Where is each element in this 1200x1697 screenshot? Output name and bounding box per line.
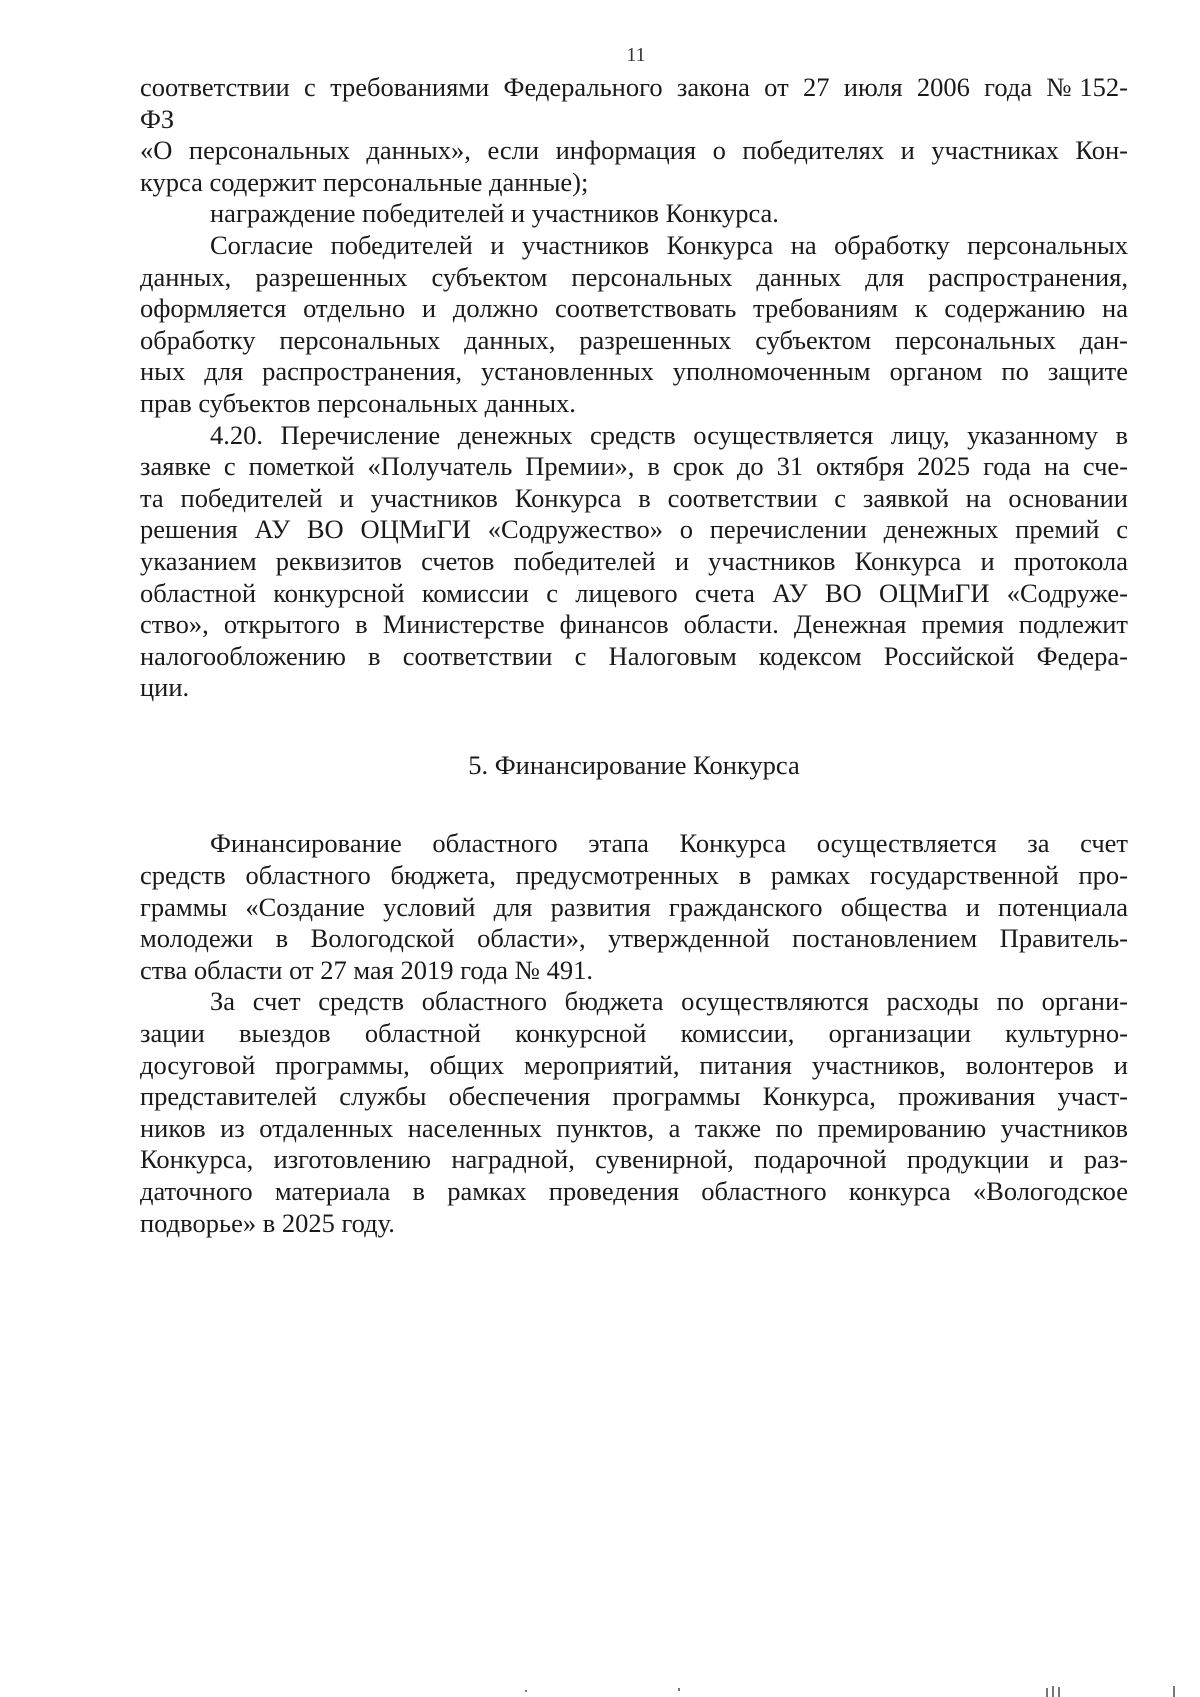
- text-line: представителей службы обеспечения программы Конкурса, проживания участ-: [140, 1081, 1128, 1112]
- text-line: 4.20. Перечисление денежных средств осуществляется лицу, указанному в: [210, 419, 1128, 450]
- text-line: награждение победителей и участников Конкурса.: [210, 198, 779, 229]
- paragraph-financing: [140, 828, 1128, 986]
- text-line: молодежи в Вологодской области», утвержденной постановлением Правитель-: [140, 923, 1128, 954]
- text-line: решения АУ ВО ОЦМиГИ «Содружество» о перечислении денежных премий с: [140, 514, 1128, 545]
- text-line: указанием реквизитов счетов победителей и участников Конкурса и протокола: [140, 545, 1128, 576]
- text-line: данных, разрешенных субъектом персональных данных для распространения,: [140, 261, 1128, 292]
- text-line: средств областного бюджета, предусмотренных в рамках государственной про-: [140, 860, 1128, 891]
- text-line: досуговой программы, общих мероприятий, питания участников, волонтеров и: [140, 1049, 1128, 1080]
- document-body: [140, 72, 1128, 1239]
- text-line: граммы «Создание условий для развития гражданского общества и потенциала: [140, 891, 1128, 922]
- text-line: За счет средств областного бюджета осуществляются расходы по органи-: [210, 986, 1128, 1017]
- text-line: та победителей и участников Конкурса в соответствии с заявкой на основании: [140, 482, 1128, 513]
- text-line: курса содержит персональные данные);: [140, 166, 589, 197]
- text-line: ФЗ: [140, 103, 175, 134]
- text-line: областной конкурсной комиссии с лицевого счета АУ ВО ОЦМиГИ «Содруже-: [140, 577, 1128, 608]
- paragraph-law-reference: [140, 135, 1128, 198]
- paragraph-consent: [140, 230, 1128, 420]
- text-line: «О персональных данных», если информация о победителях и участниках Кон-: [140, 135, 1128, 166]
- text-line: Согласие победителей и участников Конкурса на обработку персональных: [210, 229, 1128, 260]
- text-line: Конкурса, изготовлению наградной, сувенирной, подарочной продукции и раз-: [140, 1144, 1128, 1175]
- paragraph-continuation: [140, 72, 1128, 135]
- text-line: подворье» в 2025 году.: [140, 1207, 395, 1238]
- text-line: ных для распространения, установленных уполномоченным органом по защите: [140, 356, 1128, 387]
- text-line: даточного материала в рамках проведения областного конкурса «Вологодское: [140, 1176, 1128, 1206]
- text-line: прав субъектов персональных данных.: [140, 387, 576, 418]
- text-line: ции.: [140, 672, 190, 703]
- paragraph-4-20-transfer: [140, 420, 1128, 704]
- text-line: соответствии с требованиями Федерального закона от 27 июля 2006 года №152-: [140, 72, 1128, 102]
- page-number: 11: [626, 44, 646, 66]
- scan-artifact: [678, 1688, 680, 1691]
- paragraph-awarding: [140, 198, 1128, 230]
- text-line: Финансирование областного этапа Конкурса осуществляется за счет: [210, 828, 1128, 859]
- text-line: зации выездов областной конкурсной комиссии, организации культурно-: [140, 1018, 1128, 1049]
- text-line: обработку персональных данных, разрешенных субъектом персональных дан-: [140, 324, 1128, 355]
- text-line: ство», открытого в Министерстве финансов области. Денежная премия подлежит: [140, 609, 1128, 640]
- text-line: налогообложению в соответствии с Налоговым кодексом Российской Федера-: [140, 640, 1128, 671]
- text-line: оформляется отдельно и должно соответствовать требованиям к содержанию на: [140, 293, 1128, 324]
- scan-artifact: [1046, 1688, 1048, 1697]
- scan-artifact: [525, 1690, 527, 1692]
- text-line: заявке с пометкой «Получатель Премии», в срок до 31 октября 2025 года на сче-: [140, 451, 1128, 482]
- paragraph-expenses: [140, 986, 1128, 1239]
- scan-artifact: [1173, 1686, 1175, 1697]
- scan-artifact: [1058, 1687, 1060, 1697]
- section-heading: 5. Финансирование Конкурса: [468, 749, 800, 780]
- scan-artifact: [1052, 1686, 1054, 1697]
- text-line: ников из отдаленных населенных пунктов, а также по премированию участников: [140, 1112, 1128, 1143]
- text-line: ства области от 27 мая 2019 года № 491.: [140, 954, 593, 985]
